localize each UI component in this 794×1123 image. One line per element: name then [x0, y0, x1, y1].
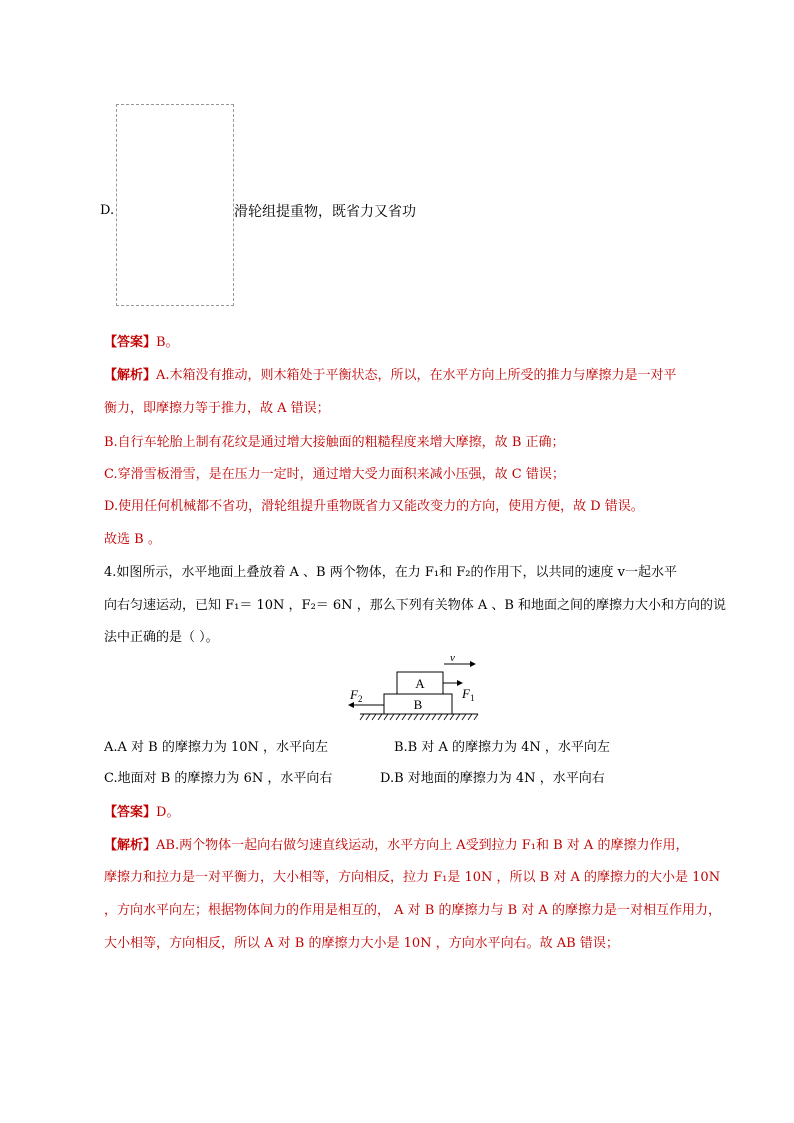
velocity-label: v [450, 652, 455, 664]
q3-analysis-a2: 衡力，即摩擦力等于推力，故 A 错误； [104, 401, 330, 416]
block-a-label: A [415, 676, 425, 691]
q4-analysis-line-1: 【解析】AB.两个物体一起向右做匀速直线运动，水平方向上 A受到拉力 F₁和 B 对 A 的摩擦力作用， [104, 838, 689, 853]
q3-analysis-d: D.使用任何机械都不省功，滑轮组提升重物既省力又能改变力的方向，使用方便，故 D 错误。 [104, 499, 644, 514]
option-d-letter: D. [100, 203, 115, 218]
q4-analysis-line-4: 大小相等，方向相反，所以 A 对 B 的摩擦力大小是 10N ，方向水平向右。故 AB 错误； [104, 936, 619, 951]
q4-analysis-line-3: ，方向水平向左；根据物体间力的作用是相互的， A 对 B 的摩擦力与 B 对 A 的摩擦力是一对相互作用力， [104, 903, 721, 918]
blocks-figure [340, 650, 490, 722]
q4-option-b: B.B 对 A 的摩擦力为 4N ，水平向左 [394, 740, 610, 755]
q3-analysis-c: C.穿滑雪板滑雪，是在压力一定时，通过增大受力面积来减小压强，故 C 错误； [104, 467, 565, 482]
pulley-figure-placeholder [116, 104, 234, 306]
q4-line-2: 向右匀速运动，已知 F₁＝ 10N ，F₂＝ 6N ，那么下列有关物体 A 、B 和地面之间的摩擦力大小和方向的说 [104, 598, 727, 613]
block-b-label: B [413, 697, 423, 712]
q4-line-1: 4.如图所示，水平地面上叠放着 A 、B 两个物体，在力 F₁和 F₂的作用下，以共同的速度 v一起水平 [104, 565, 677, 580]
f2-label: $F_2$ [350, 687, 363, 704]
q4-analysis-line-2: 摩擦力和拉力是一对平衡力，大小相等，方向相反，拉力 F₁是 10N ，所以 B 对 A 的摩擦力的大小是 10N [104, 870, 721, 885]
q4-option-a: A.A 对 B 的摩擦力为 10N ，水平向左 [104, 740, 329, 755]
f1-label: $F_1$ [462, 686, 475, 703]
option-d-text: 滑轮组提重物，既省力又省功 [234, 204, 416, 220]
q4-option-c: C.地面对 B 的摩擦力为 6N ，水平向右 [104, 771, 333, 786]
q3-answer: 【答案】B。 [104, 335, 179, 350]
q4-option-d: D.B 对地面的摩擦力为 4N ，水平向右 [380, 771, 605, 786]
q3-analysis-a1: 【解析】A.木箱没有推动，则木箱处于平衡状态，所以，在水平方向上所受的推力与摩擦力是一对平 [104, 368, 677, 383]
q3-analysis-b: B.自行车轮胎上制有花纹是通过增大接触面的粗糙程度来增大摩擦，故 B 正确； [104, 435, 565, 450]
q3-analysis-final: 故选 B 。 [104, 532, 161, 547]
q4-line-3: 法中正确的是（ ）。 [104, 630, 219, 645]
q4-answer: 【答案】D。 [104, 805, 180, 820]
